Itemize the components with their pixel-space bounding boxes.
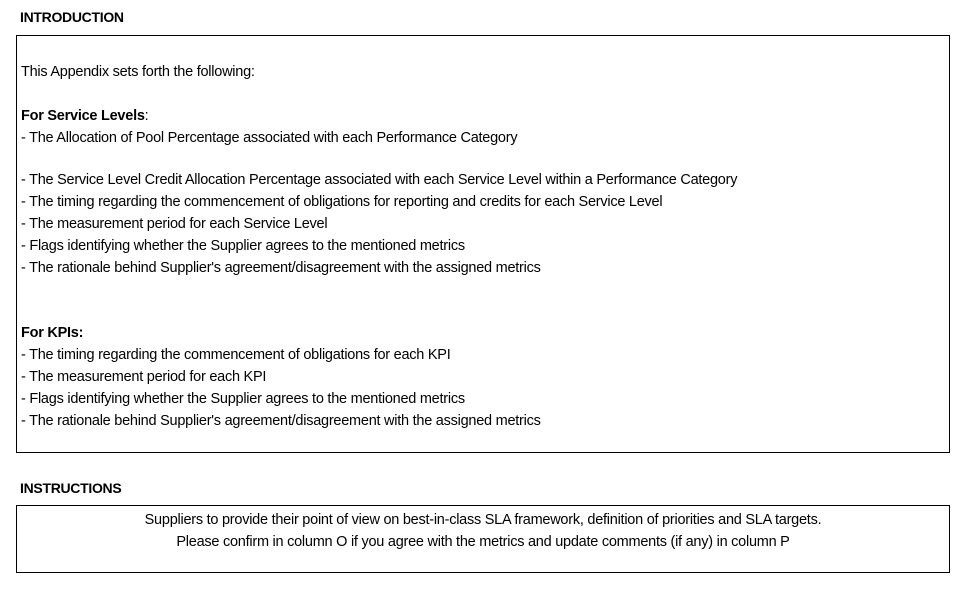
- service-level-item: - The rationale behind Supplier's agreement/disagreement with the assigned metrics: [21, 260, 541, 276]
- service-level-item: - Flags identifying whether the Supplier agrees to the mentioned metrics: [21, 238, 465, 254]
- kpi-item: - Flags identifying whether the Supplier agrees to the mentioned metrics: [21, 391, 465, 407]
- introduction-box: [16, 35, 950, 453]
- kpi-item: - The measurement period for each KPI: [21, 369, 267, 385]
- kpi-item: - The timing regarding the commencement of obligations for each KPI: [21, 347, 451, 363]
- service-level-item: - The timing regarding the commencement of obligations for reporting and credits for each Service Level: [21, 194, 663, 210]
- service-levels-title-suffix: :: [144, 108, 149, 124]
- kpi-item: - The rationale behind Supplier's agreement/disagreement with the assigned metrics: [21, 413, 541, 429]
- instructions-box: [16, 505, 950, 573]
- service-level-item: - The measurement period for each Service Level: [21, 216, 328, 232]
- service-levels-title: [21, 107, 148, 125]
- service-levels-title-text: For Service Levels: [21, 108, 145, 124]
- intro-text: This Appendix sets forth the following:: [21, 64, 255, 80]
- introduction-heading: INTRODUCTION: [20, 9, 124, 25]
- instructions-heading: INSTRUCTIONS: [20, 480, 122, 496]
- kpis-title: For KPIs:: [21, 325, 84, 341]
- instructions-line: Please confirm in column O if you agree with the metrics and update comments (if any) in column P: [176, 534, 790, 550]
- instructions-line: Suppliers to provide their point of view on best-in-class SLA framework, definition of priorities and SLA targets.: [144, 512, 822, 528]
- service-level-item: - The Service Level Credit Allocation Percentage associated with each Service Level within a Performance Category: [21, 172, 738, 188]
- service-level-item: - The Allocation of Pool Percentage associated with each Performance Category: [21, 130, 518, 146]
